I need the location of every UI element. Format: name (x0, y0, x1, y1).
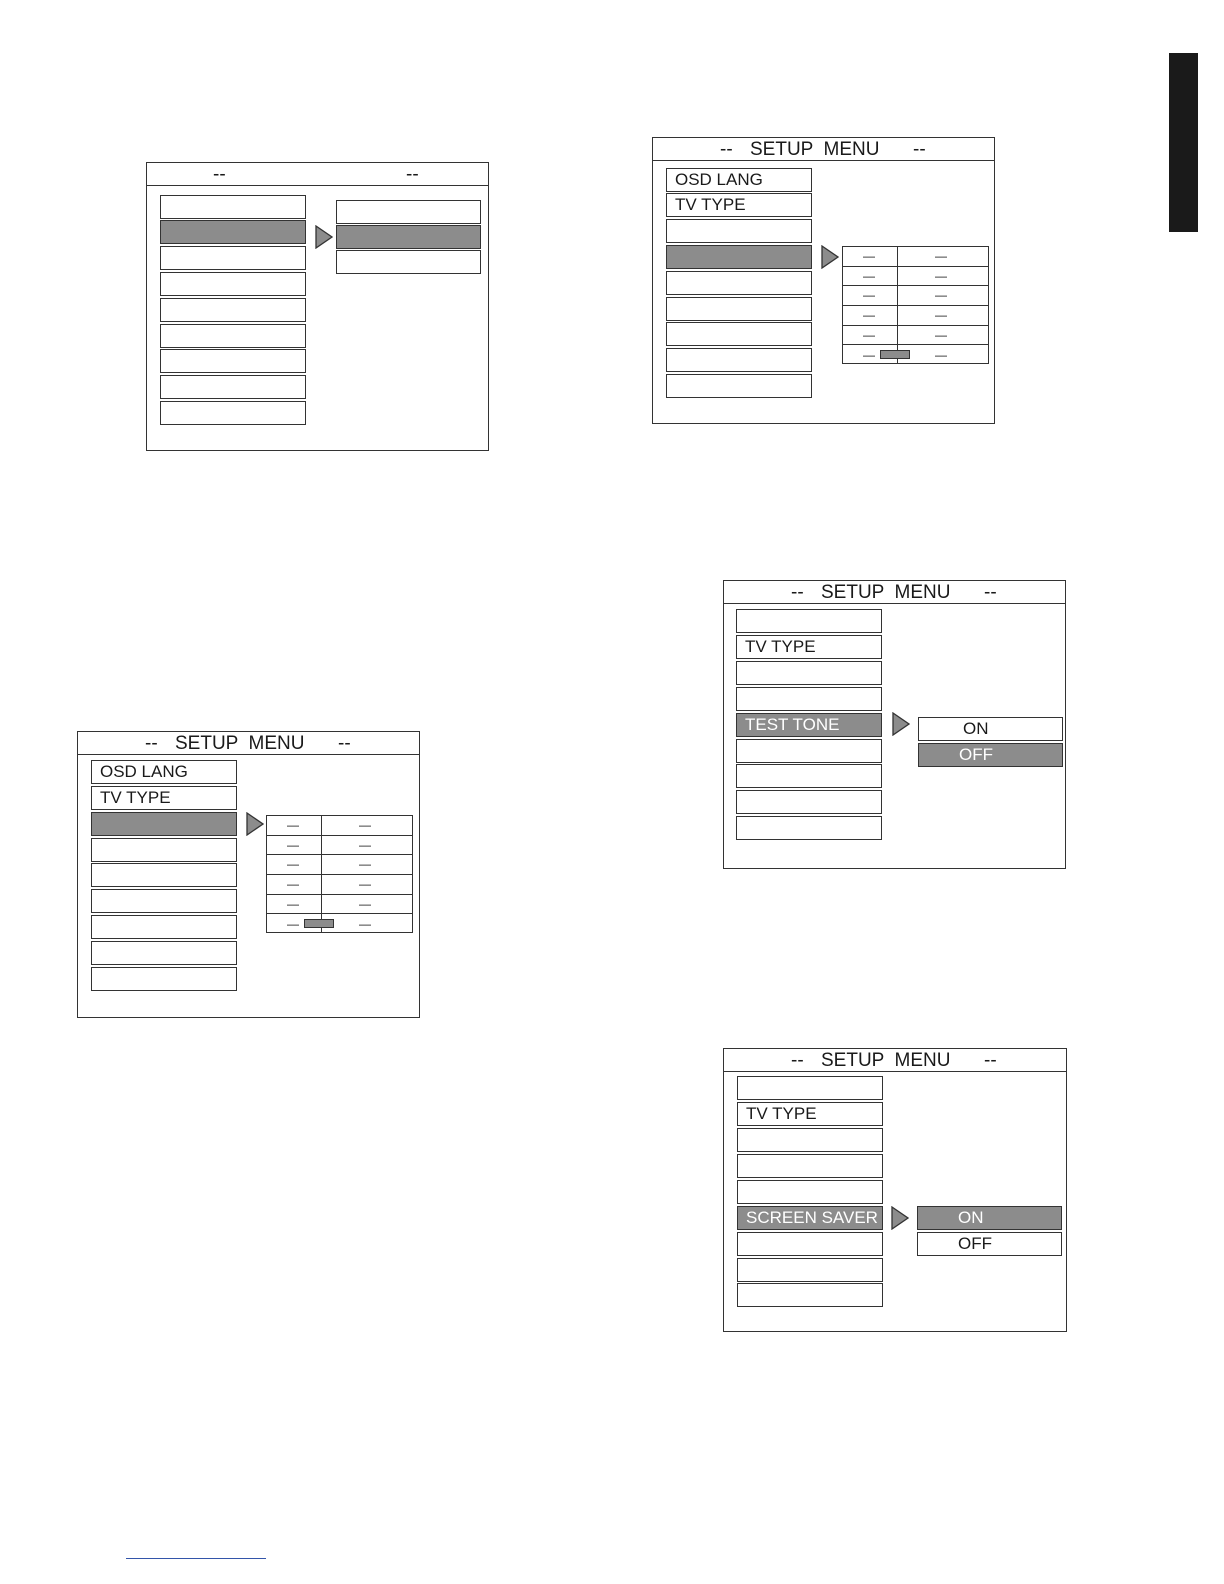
option-on[interactable]: ON (918, 717, 1063, 741)
menu-title-bar (78, 732, 419, 755)
slider-knob[interactable] (880, 350, 910, 359)
menu-item-tv-type[interactable]: TV TYPE (737, 1102, 883, 1126)
menu-item[interactable] (736, 661, 882, 685)
grid-row[interactable] (843, 267, 988, 287)
grid-cell: — (935, 268, 947, 283)
menu-item-tv-type[interactable]: TV TYPE (666, 193, 812, 217)
grid-cell: — (935, 308, 947, 323)
menu-item-selected[interactable] (160, 220, 306, 244)
grid-cell: — (935, 347, 947, 362)
menu-item[interactable] (736, 764, 882, 788)
menu-item[interactable] (160, 195, 306, 219)
grid-cell: — (863, 268, 875, 283)
option-on-selected[interactable]: ON (917, 1206, 1062, 1230)
menu-title: SETUP MENU (175, 733, 305, 754)
menu-item[interactable] (666, 297, 812, 321)
menu-title-bar (147, 163, 488, 186)
menu-item[interactable] (737, 1128, 883, 1152)
grid-cell: — (359, 896, 371, 911)
grid-cell: — (359, 916, 371, 931)
grid-cell: — (359, 857, 371, 872)
menu-title: SETUP MENU (821, 582, 951, 603)
triangle-right-icon (246, 812, 264, 836)
menu-item[interactable] (736, 609, 882, 633)
menu-title: SETUP MENU (750, 139, 880, 160)
menu-item[interactable] (737, 1232, 883, 1256)
section-tab (1169, 53, 1198, 232)
menu-item[interactable] (160, 401, 306, 425)
menu-item-selected[interactable] (666, 245, 812, 269)
grid-row[interactable] (267, 895, 412, 915)
grid-cell: — (359, 877, 371, 892)
grid-cell: — (863, 347, 875, 362)
grid-cell: — (359, 837, 371, 852)
grid-cell: — (935, 288, 947, 303)
menu-item[interactable] (666, 271, 812, 295)
menu-item[interactable] (160, 246, 306, 270)
menu-item-screen-saver[interactable]: SCREEN SAVER (737, 1206, 883, 1230)
menu-item-tv-type[interactable]: TV TYPE (736, 635, 882, 659)
triangle-right-icon (891, 1206, 909, 1230)
grid-row[interactable] (267, 836, 412, 856)
menu-item[interactable] (160, 349, 306, 373)
menu-item-osd-lang[interactable]: OSD LANG (666, 168, 812, 192)
title-dash-left: -- (145, 733, 158, 754)
grid-cell: — (935, 249, 947, 263)
menu-item[interactable] (91, 889, 237, 913)
menu-item[interactable] (737, 1283, 883, 1307)
grid-cell: — (287, 857, 299, 872)
title-dash-right: -- (984, 1050, 997, 1071)
menu-item[interactable] (736, 816, 882, 840)
grid-cell: — (287, 818, 299, 832)
menu-item[interactable] (666, 348, 812, 372)
menu-item[interactable] (737, 1180, 883, 1204)
grid-row[interactable] (843, 326, 988, 346)
option-off[interactable]: OFF (917, 1232, 1062, 1256)
grid-cell: — (863, 249, 875, 263)
settings-grid[interactable] (842, 246, 989, 364)
menu-item[interactable] (91, 838, 237, 862)
menu-c (77, 731, 420, 1018)
option[interactable] (336, 250, 481, 274)
menu-item-osd-lang[interactable]: OSD LANG (91, 760, 237, 784)
menu-item[interactable] (160, 298, 306, 322)
title-dash-right: -- (338, 733, 351, 754)
grid-cell: — (287, 877, 299, 892)
option[interactable] (336, 200, 481, 224)
menu-a (146, 162, 489, 451)
grid-cell: — (863, 327, 875, 342)
menu-d (723, 580, 1066, 869)
title-dash-right: -- (406, 164, 419, 185)
footer-rule (126, 1558, 266, 1559)
grid-row[interactable] (267, 816, 412, 836)
grid-row[interactable] (843, 306, 988, 326)
grid-cell: — (935, 327, 947, 342)
menu-item-tv-type[interactable]: TV TYPE (91, 786, 237, 810)
menu-item[interactable] (91, 915, 237, 939)
menu-title-bar (724, 1049, 1066, 1072)
title-dash-right: -- (913, 139, 926, 160)
menu-item[interactable] (737, 1258, 883, 1282)
triangle-right-icon (892, 712, 910, 736)
settings-grid[interactable] (266, 815, 413, 933)
grid-row[interactable] (267, 855, 412, 875)
grid-cell: — (287, 837, 299, 852)
menu-item-selected[interactable] (91, 812, 237, 836)
grid-cell: — (287, 896, 299, 911)
menu-item[interactable] (91, 967, 237, 991)
grid-row[interactable] (267, 915, 412, 935)
menu-title-bar (653, 138, 994, 161)
menu-title-bar (724, 581, 1065, 604)
menu-item[interactable] (160, 324, 306, 348)
grid-row[interactable] (843, 346, 988, 366)
menu-item[interactable] (666, 322, 812, 346)
grid-row[interactable] (843, 247, 988, 267)
menu-item[interactable] (160, 272, 306, 296)
grid-row[interactable] (843, 286, 988, 306)
triangle-right-icon (315, 225, 333, 249)
menu-item-test-tone[interactable]: TEST TONE (736, 713, 882, 737)
grid-cell: — (287, 916, 299, 931)
grid-row[interactable] (267, 875, 412, 895)
menu-item[interactable] (666, 374, 812, 398)
menu-item[interactable] (666, 219, 812, 243)
menu-item[interactable] (736, 739, 882, 763)
menu-item[interactable] (736, 790, 882, 814)
title-dash-left: -- (720, 139, 733, 160)
slider-knob[interactable] (304, 919, 334, 928)
menu-item[interactable] (737, 1076, 883, 1100)
grid-cell: — (863, 288, 875, 303)
menu-e (723, 1048, 1067, 1332)
option-selected[interactable] (336, 225, 481, 249)
grid-cell: — (863, 308, 875, 323)
title-dash-right: -- (984, 582, 997, 603)
menu-item[interactable] (91, 863, 237, 887)
triangle-right-icon (821, 245, 839, 269)
option-off-selected[interactable]: OFF (918, 743, 1063, 767)
menu-title: SETUP MENU (821, 1050, 951, 1071)
menu-b (652, 137, 995, 424)
grid-cell: — (359, 818, 371, 832)
menu-item[interactable] (737, 1154, 883, 1178)
menu-item[interactable] (736, 687, 882, 711)
menu-item[interactable] (91, 941, 237, 965)
title-dash-left: -- (791, 582, 804, 603)
title-dash-left: -- (791, 1050, 804, 1071)
title-dash-left: -- (213, 164, 226, 185)
menu-item[interactable] (160, 375, 306, 399)
